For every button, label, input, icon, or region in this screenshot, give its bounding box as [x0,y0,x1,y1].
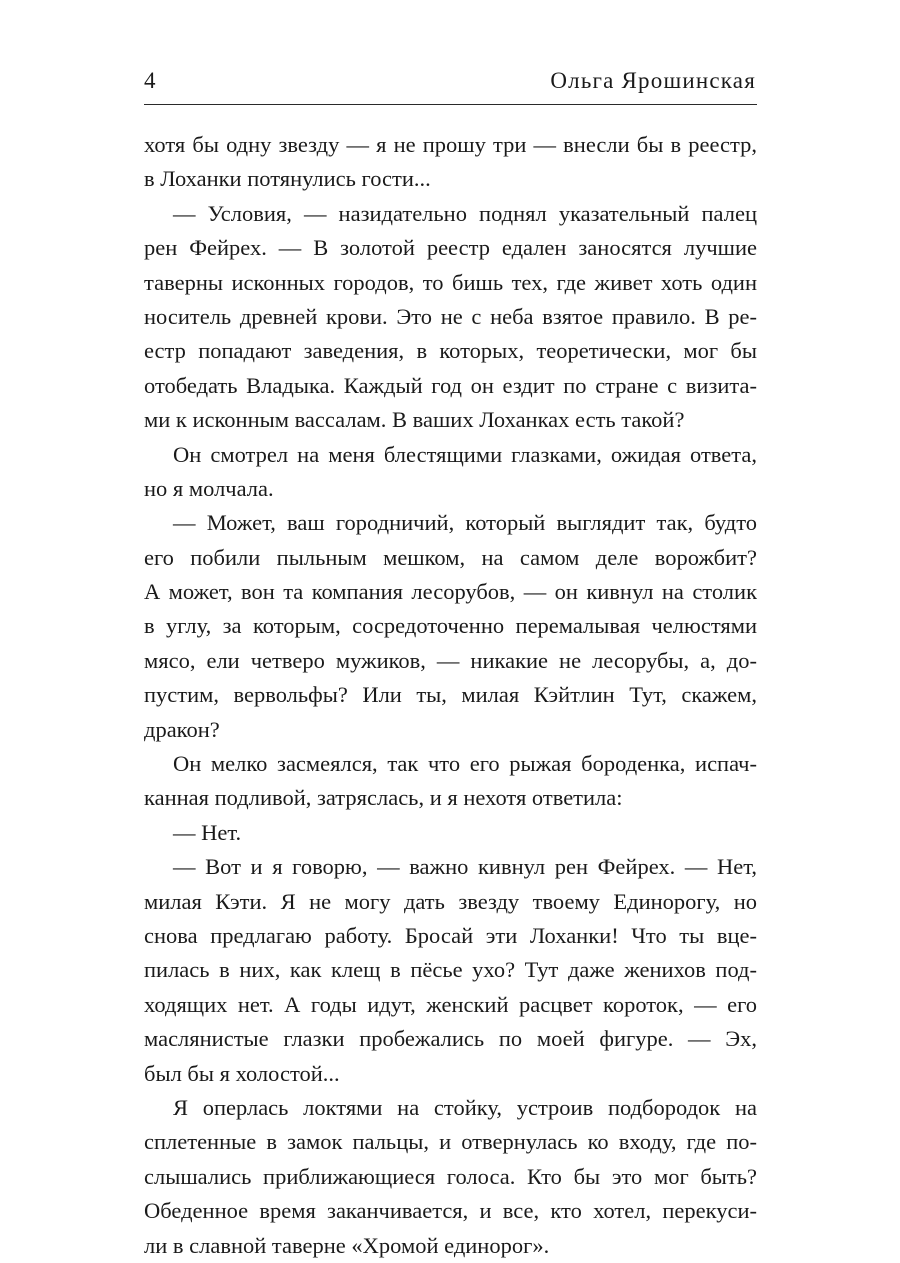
text-line: отобедать Владыка. Каждый год он ездит по стране с визита- [144,372,757,398]
text-line: мясо, ели четверо мужиков, — никакие не лесорубы, а, до- [144,647,757,673]
text-line: хотя бы одну звезду — я не прошу три — внесли бы в реестр, [144,132,757,157]
text-line: его побили пыльным мешком, на самом деле ворожбит? [144,544,757,570]
text-line: — Вот и я говорю, — важно кивнул рен Фейрех. — Нет, [173,854,757,880]
text-line: канная подливой, затряслась, и я нехотя ответила: [144,785,623,811]
text-line: — Нет. [173,819,242,845]
text-line: ходящих нет. А годы идут, женский расцвет короток, — его [144,991,757,1017]
text-line: снова предлагаю работу. Бросай эти Лоханки! Что ты вце- [144,922,757,948]
text-line: Он мелко засмеялся, так что его рыжая бороденка, испач- [173,751,757,777]
text-line: маслянистые глазки пробежались по моей фигуре. — Эх, [144,1026,757,1052]
body-text [144,128,757,1263]
header-rule [144,104,757,105]
text-line: Я оперлась локтями на стойку, устроив подбородок на [173,1094,757,1120]
page-number: 4 [144,68,156,93]
text-line: — Условия, — назидательно поднял указательный палец [173,200,757,226]
text-line: слышались приближающиеся голоса. Кто бы это мог быть? [144,1163,757,1189]
text-line: был бы я холостой... [144,1060,340,1086]
text-line: носитель древней крови. Это не с неба взятое правило. В ре- [144,303,757,329]
text-line: — Может, ваш городничий, который выглядит так, будто [173,510,757,536]
text-line: Обеденное время заканчивается, и все, кто хотел, перекуси- [144,1198,757,1224]
text-line: сплетенные в замок пальцы, и отвернулась ко входу, где по- [144,1129,757,1155]
text-line: пилась в них, как клещ в пёсье ухо? Тут даже женихов под- [144,957,757,983]
text-line: дракон? [144,716,220,742]
text-line: ми к исконным вассалам. В ваших Лоханках есть такой? [144,407,685,433]
text-line: естр попадают заведения, в которых, теоретически, мог бы [144,338,757,364]
text-line: в углу, за которым, сосредоточенно перемалывая челюстями [144,613,757,639]
text-line: в Лоханки потянулись гости... [144,166,431,192]
text-line: ли в славной таверне «Хромой единорог». [144,1232,550,1258]
running-head-author: Ольга Ярошинская [550,68,756,93]
text-line: рен Фейрех. — В золотой реестр едален заносятся лучшие [144,235,757,261]
text-line: Он смотрел на меня блестящими глазками, ожидая ответа, [173,441,757,467]
text-line: пустим, вервольфы? Или ты, милая Кэйтлин Тут, скажем, [144,682,757,708]
text-line: А может, вон та компания лесорубов, — он кивнул на столик [144,579,757,605]
text-line: милая Кэти. Я не могу дать звезду твоему Единорогу, но [144,888,757,914]
text-line: но я молчала. [144,475,274,501]
text-line: таверны исконных городов, то бишь тех, где живет хоть один [144,269,757,295]
